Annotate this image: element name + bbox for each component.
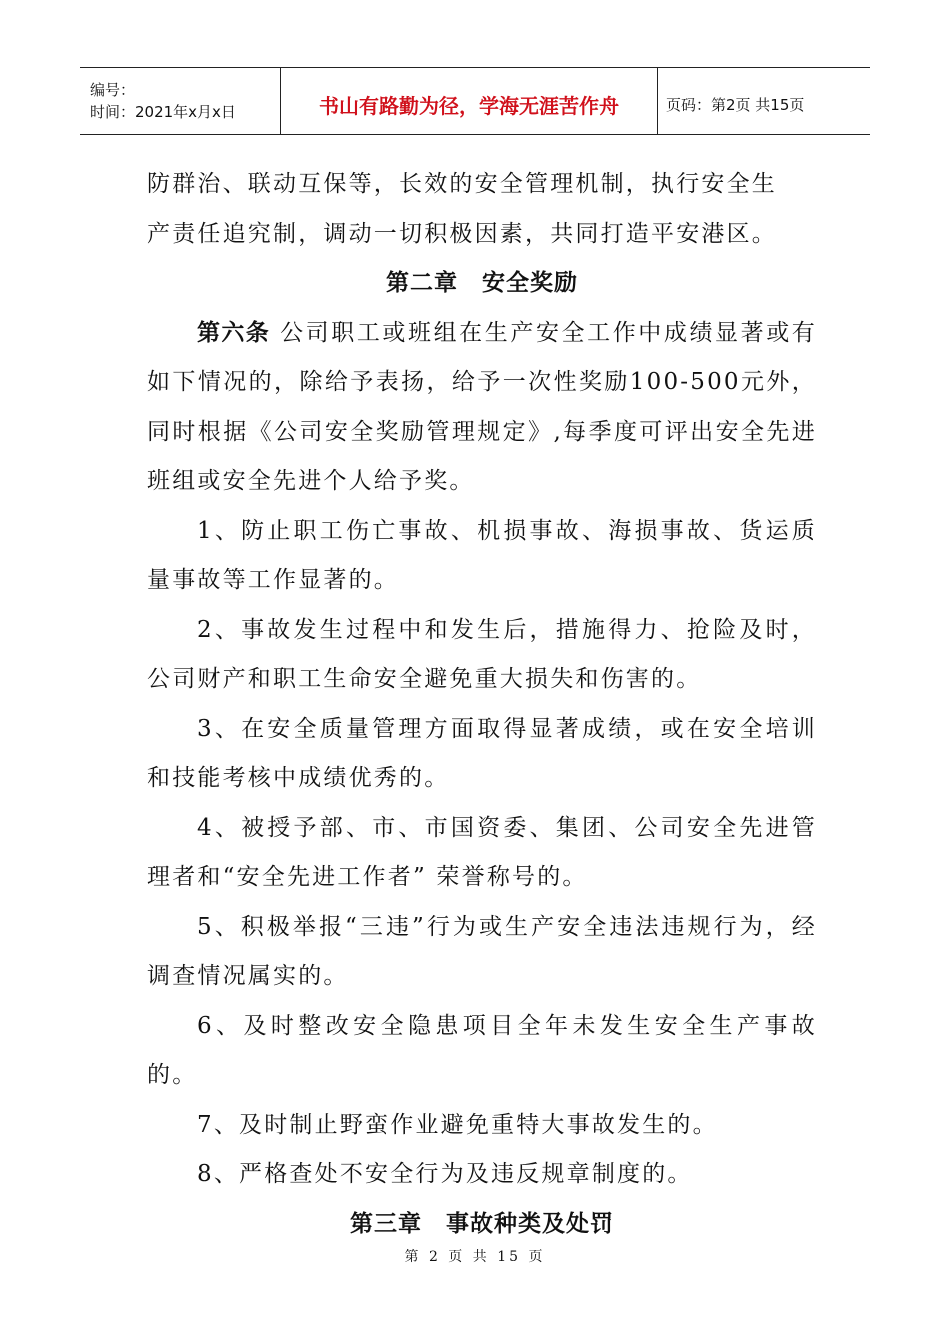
- article-text: 公司职工或班组在生产安全工作中成绩显著或有如下情况的，除给予表扬，给予一次性奖励100-500元外，同时根据《公司安全奖励管理规定》,每季度可评出安全先进班组或安全先进个人给予奖。: [147, 319, 818, 494]
- motto-text: 书山有路勤为径，学海无涯苦作舟: [319, 93, 619, 118]
- chapter-number: 第二章: [386, 270, 458, 296]
- header-meta: [80, 68, 280, 134]
- list-item: 5、积极举报“三违”行为或生产安全违法违规行为，经调查情况属实的。: [147, 913, 817, 989]
- header-page-info: [658, 68, 870, 134]
- document-body: [147, 160, 817, 1249]
- header-motto: [280, 68, 658, 134]
- chapter-number: 第三章: [350, 1210, 422, 1237]
- page-footer: [0, 1246, 950, 1266]
- article-label: 第六条: [197, 319, 271, 346]
- chapter-title: 事故种类及处罚: [446, 1210, 614, 1237]
- page-info-text: 页码：第2页 共15页: [666, 95, 805, 114]
- intro-paragraph-line: 产责任追究制，调动一切积极因素，共同打造平安港区。: [147, 220, 777, 247]
- document-date: 时间：2021年x月x日: [90, 103, 236, 121]
- chapter-heading-3: [147, 1200, 817, 1250]
- list-item: 3、在安全质量管理方面取得显著成绩，或在安全培训和技能考核中成绩优秀的。: [147, 715, 817, 791]
- page-header: [80, 67, 870, 135]
- document-number-label: 编号：: [90, 81, 136, 99]
- list-item: 6、及时整改安全隐患项目全年未发生安全生产事故的。: [147, 1012, 817, 1088]
- list-item: 4、被授予部、市、市国资委、集团、公司安全先进管理者和“安全先进工作者” 荣誉称号的。: [147, 814, 817, 890]
- chapter-title: 安全奖励: [482, 270, 578, 296]
- chapter-heading-2: [147, 259, 817, 309]
- footer-page-number: 第 2 页 共 15 页: [404, 1249, 546, 1265]
- list-item: 1、防止职工伤亡事故、机损事故、海损事故、货运质量事故等工作显著的。: [147, 517, 817, 593]
- list-item: 7、及时制止野蛮作业避免重特大事故发生的。: [197, 1111, 718, 1138]
- list-item: 8、严格查处不安全行为及违反规章制度的。: [197, 1161, 693, 1187]
- intro-paragraph-line: 防群治、联动互保等，长效的安全管理机制，执行安全生: [147, 171, 777, 197]
- article-6-paragraph: [147, 309, 817, 507]
- list-item: 2、事故发生过程中和发生后，措施得力、抢险及时，公司财产和职工生命安全避免重大损失和伤害的。: [147, 616, 817, 692]
